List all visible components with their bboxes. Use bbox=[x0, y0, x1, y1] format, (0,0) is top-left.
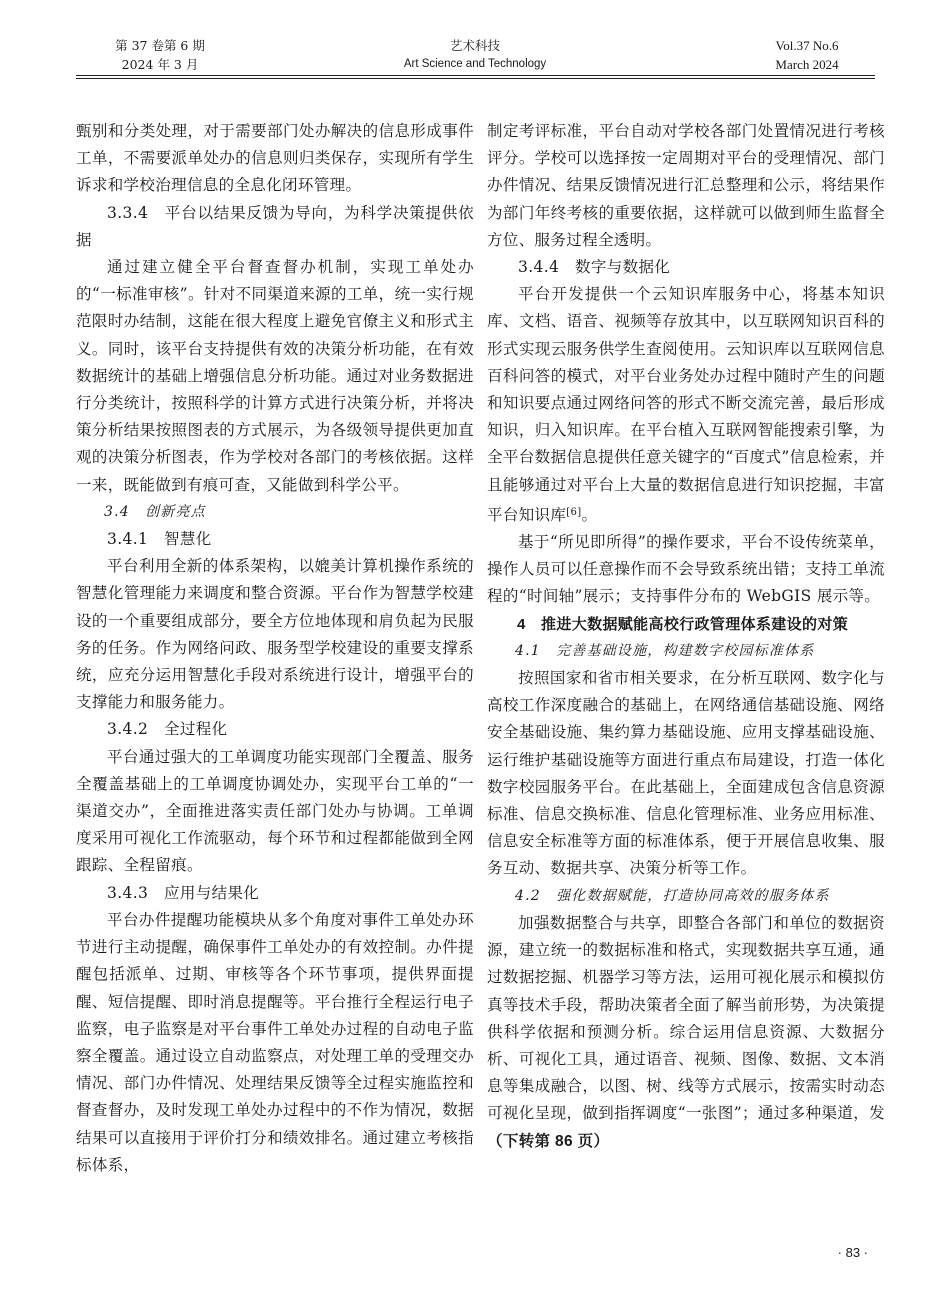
paragraph: 基于“所见即所得”的操作要求，平台不设传统菜单，操作人员可以任意操作而不会导致系统出错；支持工单流程的“时间轴”展示；支持事件分布的 WebGIS 展示等。 bbox=[487, 533, 885, 606]
paragraph: 平台办件提醒功能模块从多个角度对事件工单处办环节进行主动提醒，确保事件工单处办的有效控制。办件提醒包括派单、过期、审核等各个环节事项，提供界面提醒、短信提醒、即时消息提醒等。平台推行全程运行电子监察，电子监察是对平台事件工单处办过程的自动电子监察全覆盖。通过设立自动监察点，对处理工单的受理交办情况、部门办件情况、处理结果反馈等全过程实施监控和督查督办，及时发现工单处办过程中的不作为情况，数据结果可以直接用于评价打分和绩效排名。通过建立考核指标体系， bbox=[76, 910, 474, 1174]
heading-4: 4 推进大数据赋能高校行政管理体系建设的对策 bbox=[517, 615, 849, 633]
journal-name bbox=[380, 36, 570, 74]
paragraph bbox=[487, 281, 885, 529]
paragraph-text: 平台开发提供一个云知识库服务中心，将基本知识库、文档、语音、视频等存放其中，以互联网知识百科的形式实现云服务供学生查阅使用。云知识库以互联网信息百科问答的模式，对平台业务处办过程中随时产生的问题和知识要点通过网络问答的形式不断交流完善，最后形成知识，归入知识库。在平台植入互联网智能搜索引擎，为全平台数据信息提供任意关键字的“百度式”信息检索，并且能够通过对平台上大量的数据信息进行知识挖掘，丰富平台知识库 bbox=[487, 285, 885, 524]
heading-4-2: 4.2 强化数据赋能，打造协同高效的服务体系 bbox=[515, 887, 830, 904]
continued-on-page: （下转第 86 页） bbox=[487, 1132, 610, 1150]
page-number: · 83 · bbox=[837, 1245, 868, 1260]
paragraph-text: 加强数据整合与共享，即整合各部门和单位的数据资源，建立统一的数据标准和格式，实现数据共享互通，通过数据挖掘、机器学习等方法，运用可视化展示和模拟仿真等技术手段，帮助决策者全面了解当前形势，为决策提供科学依据和预测分析。综合运用信息资源、大数据分析、可视化工具，通过语音、视频、图像、数据、文本消息等集成融合，以图、树、线等方式展示，按需实时动态可视化呈现，做到指挥调度“一张图”；通过多种渠道，发 bbox=[487, 913, 885, 1123]
citation-ref: [6] bbox=[566, 506, 582, 518]
heading-3-4-2: 3.4.2 全过程化 bbox=[107, 720, 228, 739]
paragraph: 甄别和分类处理，对于需要部门处办解决的信息形成事件工单，不需要派单处办的信息则归类保存，实现所有学生诉求和学校治理信息的全息化闭环管理。 bbox=[76, 122, 474, 195]
paragraph: 平台通过强大的工单调度功能实现部门全覆盖、服务全覆盖基础上的工单调度协调处办，实现平台工单的“一渠道交办”，全面推进落实责任部门处办与协调。工单调度采用可视化工作流驱动，每个环节和过程都能做到全网跟踪、全程留痕。 bbox=[76, 747, 474, 875]
volume-issue: 第 37 卷第 6 期 bbox=[115, 38, 205, 53]
paragraph: 平台利用全新的体系架构，以媲美计算机操作系统的智慧化管理能力来调度和整合资源。平台作为智慧学校建设的一个重要组成部分，要全方位地体现和肩负起为民服务的任务。作为网络问政、服务型学校建设的重要支撑系统，应充分运用智慧化手段对系统进行设计，增强平台的支撑能力和服务能力。 bbox=[76, 557, 474, 712]
right-column bbox=[487, 118, 885, 1155]
heading-3-3-4: 3.3.4 平台以结果反馈为导向，为科学决策提供依据 bbox=[76, 203, 474, 249]
heading-3-4: 3.4 创新亮点 bbox=[104, 503, 206, 520]
heading-3-4-3: 3.4.3 应用与结果化 bbox=[107, 883, 260, 902]
journal-title-en: Art Science and Technology bbox=[403, 58, 547, 70]
paragraph bbox=[487, 910, 885, 1155]
heading-3-4-1: 3.4.1 智慧化 bbox=[107, 530, 212, 549]
heading-4-1: 4.1 完善基础设施，构建数字校园标准体系 bbox=[515, 642, 815, 659]
left-column bbox=[76, 118, 474, 1179]
header-rule-top bbox=[76, 75, 875, 76]
paragraph: 按照国家和省市相关要求，在分析互联网、数字化与高校工作深度融合的基础上，在网络通信基础设施、网络安全基础设施、集约算力基础设施、应用支撑基础设施、运行维护基础设施等方面进行重点布局建设，打造一体化数字校园服务平台。在此基础上，全面建成包含信息资源标准、信息交换标准、信息化管理标准、业务应用标准、信息安全标准等方面的标准体系，便于开展信息收集、服务互动、数据共享、决策分析等工作。 bbox=[487, 669, 885, 878]
paragraph: 通过建立健全平台督查督办机制，实现工单处办的“一标准审核”。针对不同渠道来源的工单，统一实行规范限时办结制，这能在很大程度上避免官僚主义和形式主义。同时，该平台支持提供有效的决策分析功能，在有效数据统计的基础上增强信息分析功能。通过对业务数据进行分类统计，按照科学的计算方式进行决策分析，并将决策分析结果按照图表的方式展示，为各级领导提供更加直观的决策分析图表，作为学校对各部门的考核依据。这样一来，既能做到有痕可查，又能做到科学公平。 bbox=[76, 258, 474, 494]
heading-3-4-4: 3.4.4 数字与数据化 bbox=[518, 258, 671, 277]
volume-issue-en: Vol.37 No.6 bbox=[775, 38, 839, 53]
paragraph-end: 。 bbox=[581, 505, 598, 524]
paragraph: 制定考评标准，平台自动对学校各部门处置情况进行考核评分。学校可以选择按一定周期对平台的受理情况、部门办件情况、结果反馈情况进行汇总整理和公示，将结果作为部门年终考核的重要依据，这样就可以做到师生监督全方位、服务过程全透明。 bbox=[487, 122, 885, 249]
journal-title-cn: 艺术科技 bbox=[449, 38, 500, 53]
publication-date: 2024 年 3 月 bbox=[121, 57, 199, 72]
journal-issue bbox=[95, 36, 225, 74]
journal-issue-en bbox=[752, 36, 862, 74]
header-rule-bottom bbox=[76, 78, 875, 79]
publication-date-en: March 2024 bbox=[775, 57, 839, 72]
